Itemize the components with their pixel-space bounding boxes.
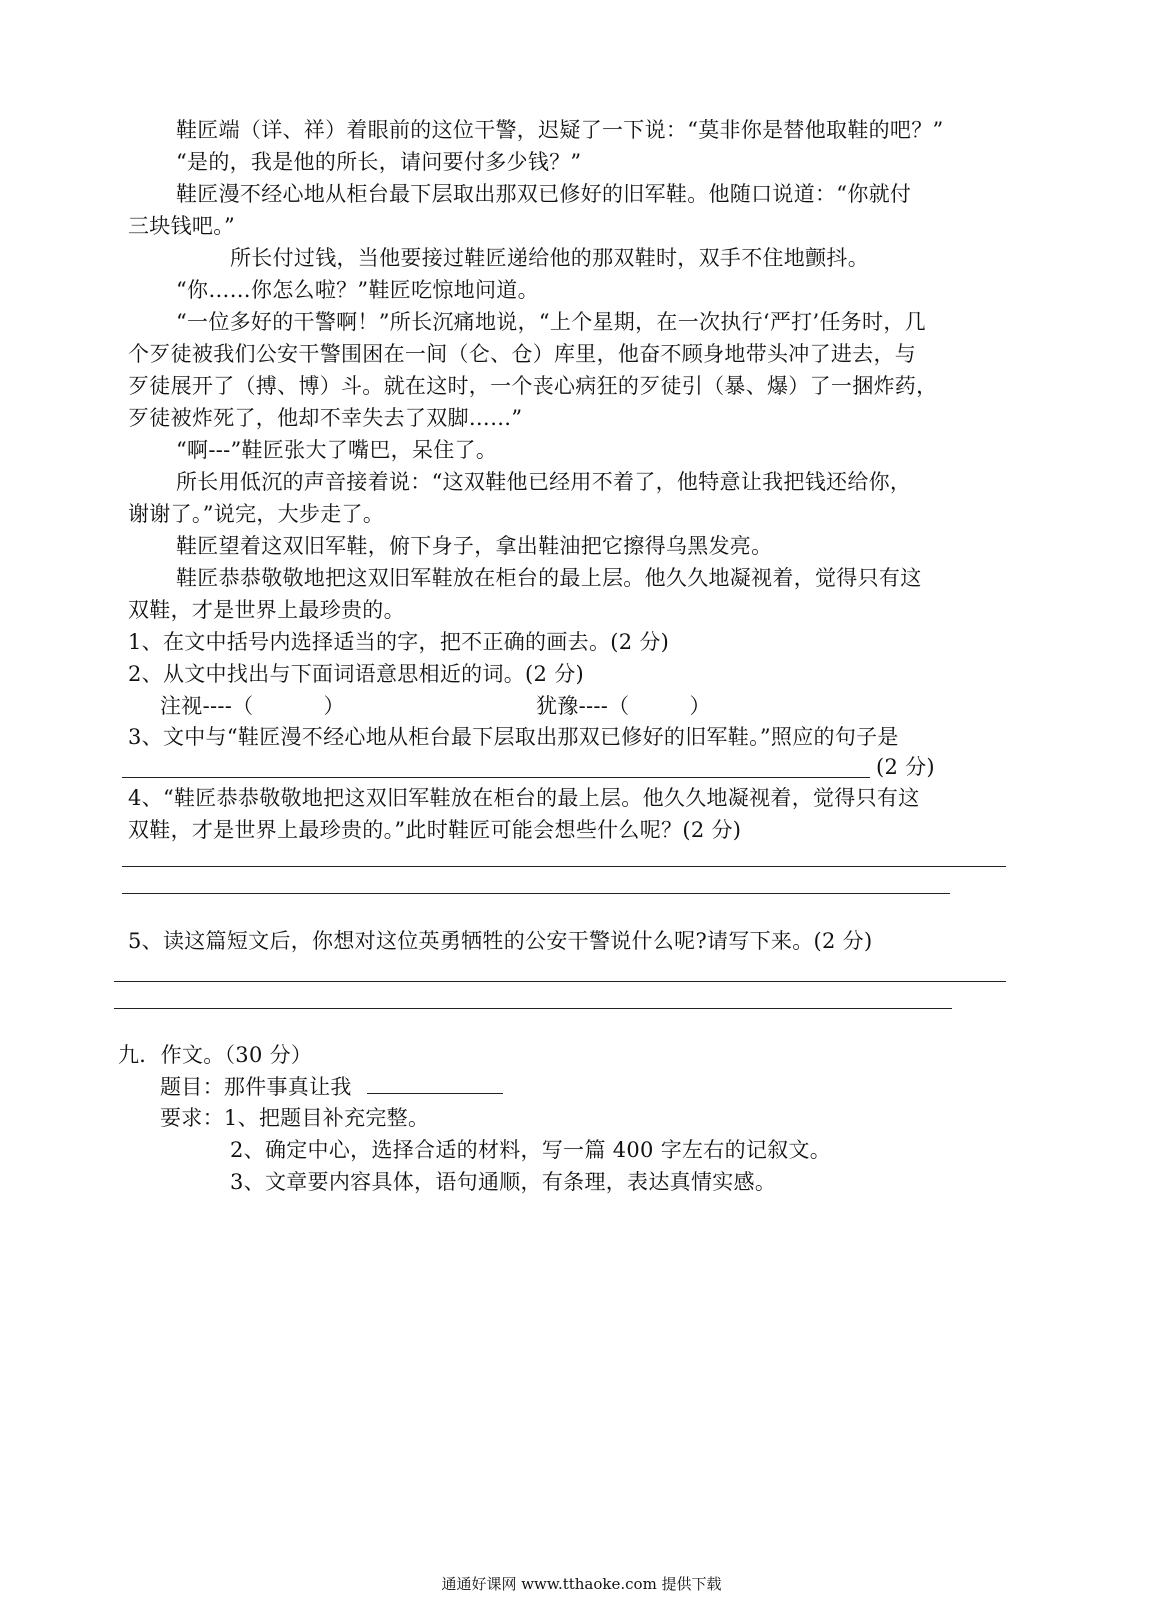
passage-line: “是的，我是他的所长，请问要付多少钱？” [176,150,582,174]
passage-line: 所长用低沉的声音接着说：“这双鞋他已经用不着了，他特意让我把钱还给你， [176,470,912,494]
passage-line: 三块钱吧。” [128,214,236,238]
passage-line: “啊---”鞋匠张大了嘴巴，呆住了。 [176,438,498,462]
passage-line: 双鞋，才是世界上最珍贵的。 [128,598,405,622]
answer-line[interactable] [114,981,1006,982]
question-3-score: (2 分) [876,755,935,779]
question-1: 1、在文中括号内选择适当的字，把不正确的画去。(2 分) [128,630,670,654]
answer-line[interactable] [114,1008,952,1009]
passage-line: “一位多好的干警啊！”所长沉痛地说，“上个星期，在一次执行‘严打’任务时，几 [176,310,926,334]
answer-line[interactable] [122,866,1006,867]
question-4: 4、“鞋匠恭恭敬敬地把这双旧军鞋放在柜台的最上层。他久久地凝视着，觉得只有这 [128,786,920,810]
question-5: 5、读这篇短文后，你想对这位英勇牺牲的公安干警说什么呢?请写下来。(2 分) [128,929,873,953]
requirement-item: 3、文章要内容具体，语句通顺，有条理，表达真情实感。 [230,1170,777,1194]
synonym-word: 犹豫----（ [536,694,630,718]
title-blank[interactable] [367,1071,503,1094]
synonym-item-2 [536,691,711,721]
requirement-item: 1、把题目补充完整。 [223,1106,430,1130]
composition-title-text: 题目：那件事真让我 [160,1075,352,1099]
passage-line: 鞋匠恭恭敬敬地把这双旧军鞋放在柜台的最上层。他久久地凝视着，觉得只有这 [176,566,922,590]
passage-line: 鞋匠端（详、祥）着眼前的这位干警，迟疑了一下说：“莫非你是替他取鞋的吧？” [176,118,944,142]
requirements-label: 要求： [160,1106,224,1130]
passage-line: 所长付过钱，当他要接过鞋匠递给他的那双鞋时，双手不住地颤抖。 [230,246,869,270]
passage-line: 歹徒被炸死了，他却不幸失去了双脚……” [128,406,523,430]
passage-line: 鞋匠漫不经心地从柜台最下层取出那双已修好的旧军鞋。他随口说道：“你就付 [176,182,912,206]
requirement-item: 2、确定中心，选择合适的材料，写一篇 400 字左右的记叙文。 [230,1138,832,1162]
composition-heading: 九．作文。（30 分） [118,1043,313,1067]
passage-line: 谢谢了。”说完，大步走了。 [128,502,385,526]
passage-line: 歹徒展开了（搏、博）斗。就在这时，一个丧心病狂的歹徒引（暴、爆）了一捆炸药， [128,374,938,398]
synonym-item-1 [160,691,345,721]
question-2: 2、从文中找出与下面词语意思相近的词。(2 分) [128,662,584,686]
answer-line[interactable] [122,777,870,778]
composition-title [160,1071,503,1102]
passage-line: 个歹徒被我们公安干警围困在一间（仑、仓）库里，他奋不顾身地带头冲了进去，与 [128,342,917,366]
composition-req-1 [160,1103,429,1133]
passage-line: “你……你怎么啦？”鞋匠吃惊地问道。 [176,278,539,302]
synonym-close: ） [323,694,345,718]
question-3: 3、文中与“鞋匠漫不经心地从柜台最下层取出那双已修好的旧军鞋。”照应的句子是 [128,725,899,749]
question-4-cont: 双鞋，才是世界上最珍贵的。”此时鞋匠可能会想些什么呢？(2 分) [128,818,742,842]
passage-line: 鞋匠望着这双旧军鞋，俯下身子，拿出鞋油把它擦得乌黑发亮。 [176,534,773,558]
footer-text: 通通好课网 www.tthaoke.com 提供下载 [441,1575,722,1593]
answer-line[interactable] [122,893,950,894]
synonym-word: 注视----（ [160,694,254,718]
synonym-close: ） [689,694,711,718]
